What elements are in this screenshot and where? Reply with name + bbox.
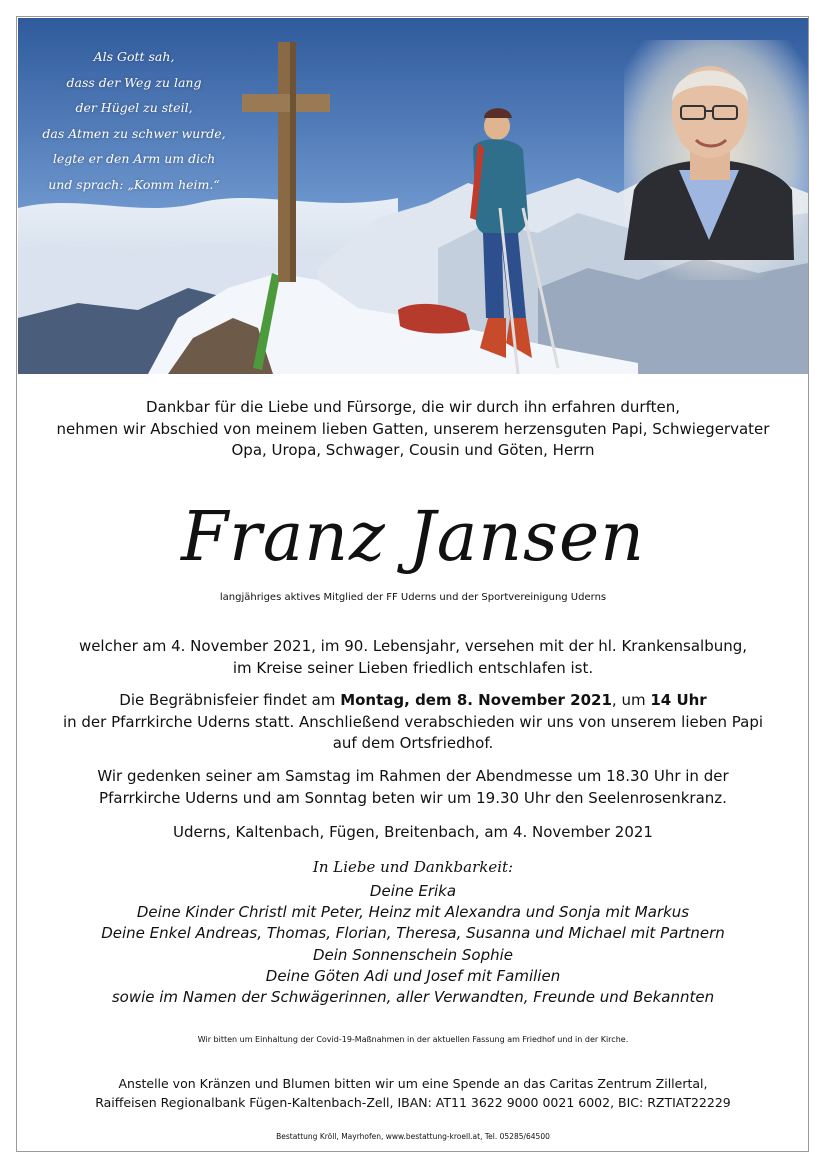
funeral-mid: , um: [611, 691, 651, 709]
membership-note: langjähriges aktives Mitglied der FF Uderns und der Sportvereinigung Uderns: [219, 592, 607, 603]
mourner-line: sowie im Namen der Schwägerinnen, aller Verwandten, Freunde und Bekannten: [111, 988, 715, 1007]
place-date: Uderns, Kaltenbach, Fügen, Breitenbach, am 4. November 2021: [173, 823, 653, 841]
poem-line: Als Gott sah,: [93, 49, 175, 64]
mourners-list: [18, 881, 808, 1008]
intro-line: Dankbar für die Liebe und Fürsorge, die wir durch ihn erfahren durften,: [146, 398, 680, 416]
mourners-heading: In Liebe und Dankbarkeit:: [312, 858, 514, 876]
poem-line: legte er den Arm um dich: [52, 151, 216, 166]
poem: [34, 44, 234, 197]
intro-line: Opa, Uropa, Schwager, Cousin und Göten, Herrn: [231, 441, 595, 459]
poem-line: das Atmen zu schwer wurde,: [42, 125, 226, 141]
funeral-line-3: auf dem Ortsfriedhof.: [332, 734, 494, 752]
intro-line: nehmen wir Abschied von meinem lieben Gatten, unserem herzensguten Papi, Schwiegervater: [56, 419, 770, 438]
mourner-line: Deine Göten Adi und Josef mit Familien: [265, 966, 561, 985]
portrait-image: [624, 40, 794, 260]
poem-line: der Hügel zu steil,: [75, 100, 193, 115]
remembrance-line: Wir gedenken seiner am Samstag im Rahmen der Abendmesse um 18.30 Uhr in der: [97, 767, 729, 785]
death-line: welcher am 4. November 2021, im 90. Lebensjahr, versehen mit der hl. Krankensalbung,: [78, 637, 748, 655]
donation-note: [18, 1074, 808, 1112]
remembrance-line: Pfarrkirche Uderns und am Sonntag beten wir um 19.30 Uhr den Seelenrosenkranz.: [99, 788, 727, 807]
remembrance-notice: [18, 766, 808, 809]
funeral-home-footer: Bestattung Kröll, Mayrhofen, www.bestattung-kroell.at, Tel. 05285/64500: [276, 1132, 550, 1141]
funeral-line-2: in der Pfarrkirche Uderns statt. Anschließend verabschieden wir uns von unserem lieben Papi: [62, 712, 764, 731]
mourner-line: Deine Enkel Andreas, Thomas, Florian, Theresa, Susanna und Michael mit Partnern: [101, 924, 725, 943]
funeral-time: 14 Uhr: [650, 691, 707, 709]
donation-line: Anstelle von Kränzen und Blumen bitten wir um eine Spende an das Caritas Zentrum Zillertal,: [118, 1076, 708, 1091]
death-notice: [18, 636, 808, 679]
covid-note: Wir bitten um Einhaltung der Covid-19-Maßnahmen in der aktuellen Fassung am Friedhof und in der Kirche.: [197, 1035, 629, 1044]
deceased-portrait: [624, 40, 794, 260]
deceased-name: Franz Jansen: [181, 498, 645, 577]
poem-line: und sprach: „Komm heim.“: [48, 176, 220, 192]
mourner-line: Deine Erika: [369, 882, 457, 900]
funeral-date: Montag, dem 8. November 2021: [340, 691, 612, 709]
donation-line: Raiffeisen Regionalbank Fügen-Kaltenbach-Zell, IBAN: AT11 3622 9000 0021 6002, BIC: RZTIAT22229: [95, 1095, 731, 1110]
funeral-pre: Die Begräbnisfeier findet am: [119, 691, 341, 709]
death-line: im Kreise seiner Lieben friedlich entschlafen ist.: [232, 658, 594, 677]
funeral-line-1: [18, 690, 808, 712]
intro-text: [18, 397, 808, 462]
funeral-notice: [18, 690, 808, 755]
poem-line: dass der Weg zu lang: [66, 74, 202, 90]
mourner-line: Deine Kinder Christl mit Peter, Heinz mit Alexandra und Sonja mit Markus: [136, 903, 690, 922]
mourner-line: Dein Sonnenschein Sophie: [312, 945, 514, 964]
